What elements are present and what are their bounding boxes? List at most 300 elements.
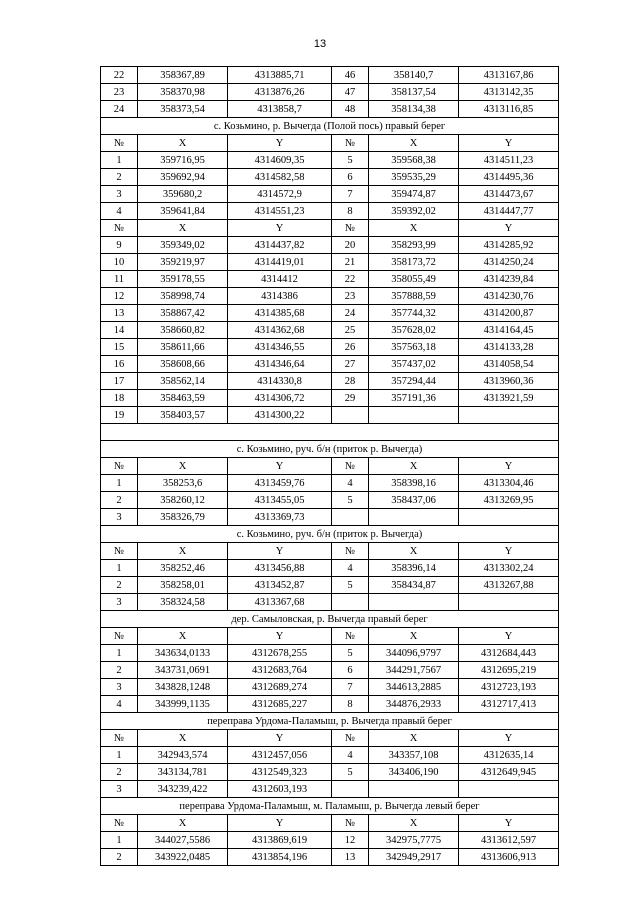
- table-row: [101, 67, 559, 84]
- table-row: [101, 764, 559, 781]
- table-row: [101, 254, 559, 271]
- table-cell: 3: [101, 509, 138, 526]
- table-cell: 1: [101, 645, 138, 662]
- column-header-row: [101, 220, 559, 237]
- table-cell: [332, 594, 369, 611]
- table-cell: 5: [332, 645, 369, 662]
- table-cell: 4314300,22: [228, 407, 332, 424]
- table-row: [101, 322, 559, 339]
- table-cell: [332, 407, 369, 424]
- table-cell: 4314164,45: [459, 322, 559, 339]
- table-cell: 4314419,01: [228, 254, 332, 271]
- section-title: с. Козьмино, руч. б/н (приток р. Вычегда): [101, 441, 559, 458]
- table-cell: 17: [101, 373, 138, 390]
- column-header-row: [101, 543, 559, 560]
- column-header: X: [369, 543, 459, 560]
- table-cell: 343634,0133: [138, 645, 228, 662]
- column-header-row: [101, 628, 559, 645]
- table-cell: 28: [332, 373, 369, 390]
- table-cell: 358173,72: [369, 254, 459, 271]
- table-cell: [459, 407, 559, 424]
- table-cell: 2: [101, 169, 138, 186]
- table-cell: 358463,59: [138, 390, 228, 407]
- empty-cell: [138, 424, 228, 441]
- table-row: [101, 492, 559, 509]
- column-header: X: [369, 730, 459, 747]
- table-cell: 21: [332, 254, 369, 271]
- table-cell: 3: [101, 679, 138, 696]
- table-cell: 359535,29: [369, 169, 459, 186]
- column-header-row: [101, 458, 559, 475]
- table-row: [101, 203, 559, 220]
- table-cell: 1: [101, 475, 138, 492]
- table-cell: 358293,99: [369, 237, 459, 254]
- table-cell: 358562,14: [138, 373, 228, 390]
- column-header: №: [101, 628, 138, 645]
- empty-cell: [101, 424, 138, 441]
- table-cell: 26: [332, 339, 369, 356]
- column-header: X: [138, 220, 228, 237]
- column-header: Y: [459, 815, 559, 832]
- table-cell: 2: [101, 492, 138, 509]
- table-cell: 4313369,73: [228, 509, 332, 526]
- column-header: №: [101, 458, 138, 475]
- table-cell: 4313304,46: [459, 475, 559, 492]
- table-cell: 4313367,68: [228, 594, 332, 611]
- table-cell: 4313876,26: [228, 84, 332, 101]
- table-cell: 4313456,88: [228, 560, 332, 577]
- column-header: Y: [228, 628, 332, 645]
- table-cell: 5: [332, 492, 369, 509]
- table-cell: 358396,14: [369, 560, 459, 577]
- table-cell: 358367,89: [138, 67, 228, 84]
- table-row: [101, 84, 559, 101]
- table-row: [101, 577, 559, 594]
- table-cell: 4313869,619: [228, 832, 332, 849]
- column-header: №: [332, 815, 369, 832]
- table-cell: 4314239,84: [459, 271, 559, 288]
- table-cell: [369, 509, 459, 526]
- table-cell: 4313921,59: [459, 390, 559, 407]
- table-cell: 357437,02: [369, 356, 459, 373]
- table-cell: 4314285,92: [459, 237, 559, 254]
- table-cell: 4314346,55: [228, 339, 332, 356]
- table-cell: 358434,87: [369, 577, 459, 594]
- column-header: Y: [228, 135, 332, 152]
- table-cell: 4: [332, 475, 369, 492]
- column-header: X: [369, 458, 459, 475]
- table-cell: 358253,6: [138, 475, 228, 492]
- section-title-row: [101, 526, 559, 543]
- table-row: [101, 101, 559, 118]
- table-row: [101, 305, 559, 322]
- section-title: с. Козьмино, р. Вычегда (Полой пось) правый берег: [101, 118, 559, 135]
- table-row: [101, 271, 559, 288]
- table-cell: 22: [101, 67, 138, 84]
- column-header: №: [101, 730, 138, 747]
- table-cell: 47: [332, 84, 369, 101]
- table-cell: 4312717,413: [459, 696, 559, 713]
- column-header: Y: [228, 458, 332, 475]
- section-title-row: [101, 611, 559, 628]
- table-cell: 344027,5586: [138, 832, 228, 849]
- column-header: Y: [459, 135, 559, 152]
- table-cell: 358252,46: [138, 560, 228, 577]
- table-cell: 343999,1135: [138, 696, 228, 713]
- column-header: X: [369, 220, 459, 237]
- table-row: [101, 475, 559, 492]
- column-header: Y: [228, 730, 332, 747]
- table-row: [101, 594, 559, 611]
- table-cell: 4: [101, 696, 138, 713]
- empty-cell: [459, 424, 559, 441]
- table-cell: 16: [101, 356, 138, 373]
- column-header-row: [101, 135, 559, 152]
- table-row: [101, 509, 559, 526]
- table-cell: 4312649,945: [459, 764, 559, 781]
- section-title-row: [101, 118, 559, 135]
- table-cell: [369, 594, 459, 611]
- table-cell: 344096,9797: [369, 645, 459, 662]
- column-header: Y: [459, 458, 559, 475]
- table-cell: 7: [332, 186, 369, 203]
- table-cell: 23: [332, 288, 369, 305]
- table-row: [101, 679, 559, 696]
- column-header: №: [332, 458, 369, 475]
- table-cell: 4314551,23: [228, 203, 332, 220]
- table-cell: 4314572,9: [228, 186, 332, 203]
- section-title: переправа Урдома-Паламыш, м. Паламыш, р. Вычегда левый берег: [101, 798, 559, 815]
- table-cell: 4314511,23: [459, 152, 559, 169]
- table-cell: 359392,02: [369, 203, 459, 220]
- table-cell: 343406,190: [369, 764, 459, 781]
- table-cell: 4312689,274: [228, 679, 332, 696]
- table-cell: 344291,7567: [369, 662, 459, 679]
- table-cell: 342949,2917: [369, 849, 459, 866]
- table-cell: 27: [332, 356, 369, 373]
- table-cell: [459, 509, 559, 526]
- table-cell: 3: [101, 781, 138, 798]
- table-cell: 3: [101, 594, 138, 611]
- table-cell: 357191,36: [369, 390, 459, 407]
- table-row: [101, 832, 559, 849]
- table-cell: 2: [101, 849, 138, 866]
- table-row: [101, 288, 559, 305]
- section-title: с. Козьмино, руч. б/н (приток р. Вычегда): [101, 526, 559, 543]
- table-cell: 358608,66: [138, 356, 228, 373]
- table-cell: 48: [332, 101, 369, 118]
- table-cell: 4313612,597: [459, 832, 559, 849]
- table-cell: 4313459,76: [228, 475, 332, 492]
- table-cell: 4312457,056: [228, 747, 332, 764]
- column-header: Y: [228, 220, 332, 237]
- table-cell: 4314058,54: [459, 356, 559, 373]
- column-header: Y: [459, 628, 559, 645]
- table-row: [101, 696, 559, 713]
- table-cell: 4314330,8: [228, 373, 332, 390]
- table-cell: 4313302,24: [459, 560, 559, 577]
- table-cell: 4314437,82: [228, 237, 332, 254]
- table-cell: [332, 509, 369, 526]
- column-header: X: [138, 458, 228, 475]
- table-cell: 342975,7775: [369, 832, 459, 849]
- table-cell: 359716,95: [138, 152, 228, 169]
- table-cell: 358137,54: [369, 84, 459, 101]
- table-cell: 1: [101, 560, 138, 577]
- table-cell: 4313116,85: [459, 101, 559, 118]
- table-cell: 8: [332, 696, 369, 713]
- table-cell: 4313606,913: [459, 849, 559, 866]
- table-cell: 358055,49: [369, 271, 459, 288]
- table-cell: 359641,84: [138, 203, 228, 220]
- coordinates-table: [100, 66, 559, 866]
- table-cell: 358134,38: [369, 101, 459, 118]
- table-cell: 5: [332, 764, 369, 781]
- table-cell: 4314385,68: [228, 305, 332, 322]
- table-cell: 20: [332, 237, 369, 254]
- table-cell: 4312685,227: [228, 696, 332, 713]
- table-cell: 14: [101, 322, 138, 339]
- table-cell: 359692,94: [138, 169, 228, 186]
- table-cell: 10: [101, 254, 138, 271]
- table-cell: 4312683,764: [228, 662, 332, 679]
- table-row: [101, 152, 559, 169]
- table-row: [101, 356, 559, 373]
- column-header: Y: [459, 543, 559, 560]
- table-cell: 4312603,193: [228, 781, 332, 798]
- table-cell: 24: [101, 101, 138, 118]
- table-cell: 5: [332, 577, 369, 594]
- table-cell: 4314447,77: [459, 203, 559, 220]
- table-cell: [332, 781, 369, 798]
- table-cell: 4314133,28: [459, 339, 559, 356]
- table-cell: 358370,98: [138, 84, 228, 101]
- column-header: №: [101, 543, 138, 560]
- table-cell: 2: [101, 764, 138, 781]
- table-cell: 1: [101, 832, 138, 849]
- table-cell: 343357,108: [369, 747, 459, 764]
- table-cell: 358403,57: [138, 407, 228, 424]
- table-cell: 4314200,87: [459, 305, 559, 322]
- column-header: X: [138, 730, 228, 747]
- table-cell: 342943,574: [138, 747, 228, 764]
- table-cell: 4312684,443: [459, 645, 559, 662]
- column-header: Y: [459, 220, 559, 237]
- table-cell: 359178,55: [138, 271, 228, 288]
- table-cell: 18: [101, 390, 138, 407]
- table-cell: 4314362,68: [228, 322, 332, 339]
- column-header: Y: [459, 730, 559, 747]
- table-cell: 4314346,64: [228, 356, 332, 373]
- column-header: X: [138, 543, 228, 560]
- table-cell: 6: [332, 169, 369, 186]
- table-cell: 358324,58: [138, 594, 228, 611]
- table-cell: 4: [332, 747, 369, 764]
- table-cell: 358660,82: [138, 322, 228, 339]
- table-row: [101, 169, 559, 186]
- table-cell: 359680,2: [138, 186, 228, 203]
- table-cell: 343731,0691: [138, 662, 228, 679]
- table-cell: 343239,422: [138, 781, 228, 798]
- column-header: №: [332, 220, 369, 237]
- table-cell: 4312635,14: [459, 747, 559, 764]
- column-header: №: [101, 815, 138, 832]
- table-cell: 358326,79: [138, 509, 228, 526]
- table-cell: 358867,42: [138, 305, 228, 322]
- table-cell: 13: [101, 305, 138, 322]
- table-cell: 4314495,36: [459, 169, 559, 186]
- table-row: [101, 186, 559, 203]
- table-cell: 4313960,36: [459, 373, 559, 390]
- table-cell: 11: [101, 271, 138, 288]
- table-cell: 7: [332, 679, 369, 696]
- column-header: X: [369, 135, 459, 152]
- table-cell: 19: [101, 407, 138, 424]
- table-cell: 357888,59: [369, 288, 459, 305]
- table-cell: 358140,7: [369, 67, 459, 84]
- empty-cell: [228, 424, 332, 441]
- table-row: [101, 747, 559, 764]
- table-cell: 357628,02: [369, 322, 459, 339]
- table-cell: 357744,32: [369, 305, 459, 322]
- table-row: [101, 662, 559, 679]
- table-cell: 4313885,71: [228, 67, 332, 84]
- blank-row: [101, 424, 559, 441]
- table-cell: [459, 781, 559, 798]
- table-cell: [369, 781, 459, 798]
- table-row: [101, 373, 559, 390]
- table-cell: 25: [332, 322, 369, 339]
- table-cell: 357563,18: [369, 339, 459, 356]
- table-cell: 4312549,323: [228, 764, 332, 781]
- table-cell: 358998,74: [138, 288, 228, 305]
- column-header: №: [332, 135, 369, 152]
- table-cell: 4312678,255: [228, 645, 332, 662]
- section-title: переправа Урдома-Паламыш, р. Вычегда правый берег: [101, 713, 559, 730]
- section-title: дер. Самыловская, р. Вычегда правый берег: [101, 611, 559, 628]
- table-cell: [459, 594, 559, 611]
- table-cell: 358260,12: [138, 492, 228, 509]
- table-cell: 343828,1248: [138, 679, 228, 696]
- table-cell: 4314230,76: [459, 288, 559, 305]
- table-cell: 344876,2933: [369, 696, 459, 713]
- table-cell: 2: [101, 662, 138, 679]
- table-cell: 4314473,67: [459, 186, 559, 203]
- table-cell: 4313167,86: [459, 67, 559, 84]
- column-header: №: [101, 135, 138, 152]
- table-cell: 4313269,95: [459, 492, 559, 509]
- table-row: [101, 560, 559, 577]
- table-cell: 4: [332, 560, 369, 577]
- column-header: №: [332, 628, 369, 645]
- table-cell: 4313452,87: [228, 577, 332, 594]
- table-cell: 4314582,58: [228, 169, 332, 186]
- table-cell: 4314386: [228, 288, 332, 305]
- table-cell: 15: [101, 339, 138, 356]
- table-cell: 4: [101, 203, 138, 220]
- table-cell: 9: [101, 237, 138, 254]
- table-cell: 358373,54: [138, 101, 228, 118]
- table-cell: 6: [332, 662, 369, 679]
- column-header: X: [138, 815, 228, 832]
- column-header: №: [101, 220, 138, 237]
- table-cell: 4314306,72: [228, 390, 332, 407]
- page-number: 13: [313, 38, 327, 50]
- table-cell: 359219,97: [138, 254, 228, 271]
- column-header: №: [332, 543, 369, 560]
- table-cell: 4313267,88: [459, 577, 559, 594]
- table-cell: 3: [101, 186, 138, 203]
- table-cell: 4312695,219: [459, 662, 559, 679]
- table-cell: 358437,06: [369, 492, 459, 509]
- column-header: X: [138, 628, 228, 645]
- table-cell: 8: [332, 203, 369, 220]
- table-cell: 2: [101, 577, 138, 594]
- table-cell: 23: [101, 84, 138, 101]
- table-row: [101, 339, 559, 356]
- table-cell: 24: [332, 305, 369, 322]
- table-cell: 12: [101, 288, 138, 305]
- table-cell: 359474,87: [369, 186, 459, 203]
- table-row: [101, 407, 559, 424]
- table-row: [101, 645, 559, 662]
- empty-cell: [369, 424, 459, 441]
- table-cell: 4313854,196: [228, 849, 332, 866]
- table-row: [101, 849, 559, 866]
- column-header: X: [369, 628, 459, 645]
- table-cell: 22: [332, 271, 369, 288]
- column-header: Y: [228, 543, 332, 560]
- table-cell: 4314412: [228, 271, 332, 288]
- table-row: [101, 781, 559, 798]
- section-title-row: [101, 798, 559, 815]
- table-cell: [369, 407, 459, 424]
- table-cell: 357294,44: [369, 373, 459, 390]
- table-cell: 1: [101, 747, 138, 764]
- column-header: X: [369, 815, 459, 832]
- section-title-row: [101, 441, 559, 458]
- table-cell: 344613,2885: [369, 679, 459, 696]
- table-cell: 358398,16: [369, 475, 459, 492]
- table-cell: 343922,0485: [138, 849, 228, 866]
- table-cell: 4312723,193: [459, 679, 559, 696]
- table-cell: 359568,38: [369, 152, 459, 169]
- column-header: №: [332, 730, 369, 747]
- table-cell: 4314250,24: [459, 254, 559, 271]
- table-cell: 12: [332, 832, 369, 849]
- section-title-row: [101, 713, 559, 730]
- table-cell: 5: [332, 152, 369, 169]
- column-header-row: [101, 730, 559, 747]
- table-cell: 359349,02: [138, 237, 228, 254]
- table-cell: 4313455,05: [228, 492, 332, 509]
- table-cell: 1: [101, 152, 138, 169]
- table-cell: 4313858,7: [228, 101, 332, 118]
- table-row: [101, 237, 559, 254]
- table-cell: 4314609,35: [228, 152, 332, 169]
- table-row: [101, 390, 559, 407]
- table-cell: 13: [332, 849, 369, 866]
- column-header: X: [138, 135, 228, 152]
- table-cell: 358258,01: [138, 577, 228, 594]
- table-cell: 29: [332, 390, 369, 407]
- column-header: Y: [228, 815, 332, 832]
- table-cell: 46: [332, 67, 369, 84]
- table-cell: 343134,781: [138, 764, 228, 781]
- empty-cell: [332, 424, 369, 441]
- table-cell: 4313142,35: [459, 84, 559, 101]
- column-header-row: [101, 815, 559, 832]
